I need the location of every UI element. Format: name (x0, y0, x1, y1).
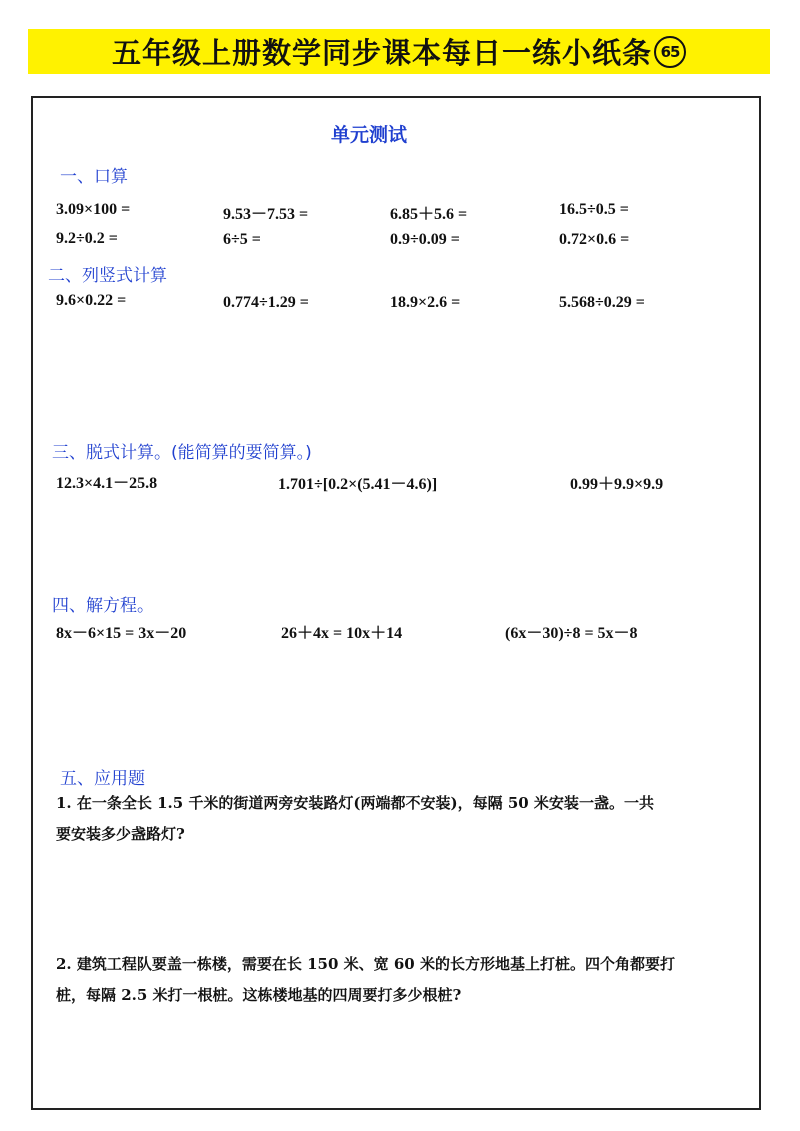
problem-line: 2. 建筑工程队要盖一栋楼，需要在长 150 米、宽 60 米的长方形地基上打桩。四个角都要打 (56, 955, 675, 973)
problem-line: 1. 在一条全长 1.5 千米的街道两旁安装路灯(两端都不安装)，每隔 50 米安装一盏。一共 (56, 794, 654, 812)
title-text: 五年级上册数学同步课本每日一练小纸条 (111, 36, 652, 70)
oral-item: 16.5÷0.5 = (559, 201, 629, 218)
stepwise-item: 0.99＋9.9×9.9 (570, 476, 664, 493)
oral-item: 9.53－7.53 = (223, 206, 309, 223)
header-banner (28, 29, 770, 74)
worksheet (31, 96, 761, 1110)
equation-item: 26＋4x = 10x＋14 (281, 625, 403, 642)
vertical-calc-item: 18.9×2.6 = (390, 294, 461, 311)
section-title-word-problems: 五、应用题 (60, 769, 145, 789)
stepwise-item: 12.3×4.1－25.8 (56, 475, 158, 492)
oral-item: 6÷5 = (223, 231, 261, 248)
vertical-calc-item: 9.6×0.22 = (56, 292, 127, 309)
unit-title: 单元测试 (331, 124, 408, 146)
section-title-equations: 四、解方程。 (52, 596, 154, 616)
word-problem-2 (56, 949, 675, 1011)
problem-line: 要安装多少盏路灯? (56, 825, 185, 843)
page-title (112, 31, 686, 72)
stepwise-item: 1.701÷[0.2×(5.41－4.6)] (278, 476, 438, 493)
vertical-calc-item: 5.568÷0.29 = (559, 294, 645, 311)
word-problem-1 (56, 788, 654, 850)
section-title-stepwise: 三、脱式计算。(能简算的要简算。) (52, 443, 312, 463)
vertical-calc-item: 0.774÷1.29 = (223, 294, 309, 311)
oral-item: 9.2÷0.2 = (56, 230, 118, 247)
oral-item: 0.9÷0.09 = (390, 231, 460, 248)
oral-item: 3.09×100 = (56, 201, 131, 218)
section-title-vertical: 二、列竖式计算 (48, 266, 167, 286)
oral-item: 0.72×0.6 = (559, 231, 630, 248)
section-title-oral: 一、口算 (60, 167, 128, 187)
issue-number-badge: 65 (654, 36, 686, 68)
equation-item: (6x－30)÷8 = 5x－8 (505, 625, 638, 642)
oral-item: 6.85＋5.6 = (390, 206, 468, 223)
equation-item: 8x－6×15 = 3x－20 (56, 625, 187, 642)
problem-line: 桩，每隔 2.5 米打一根桩。这栋楼地基的四周要打多少根桩? (56, 986, 462, 1004)
